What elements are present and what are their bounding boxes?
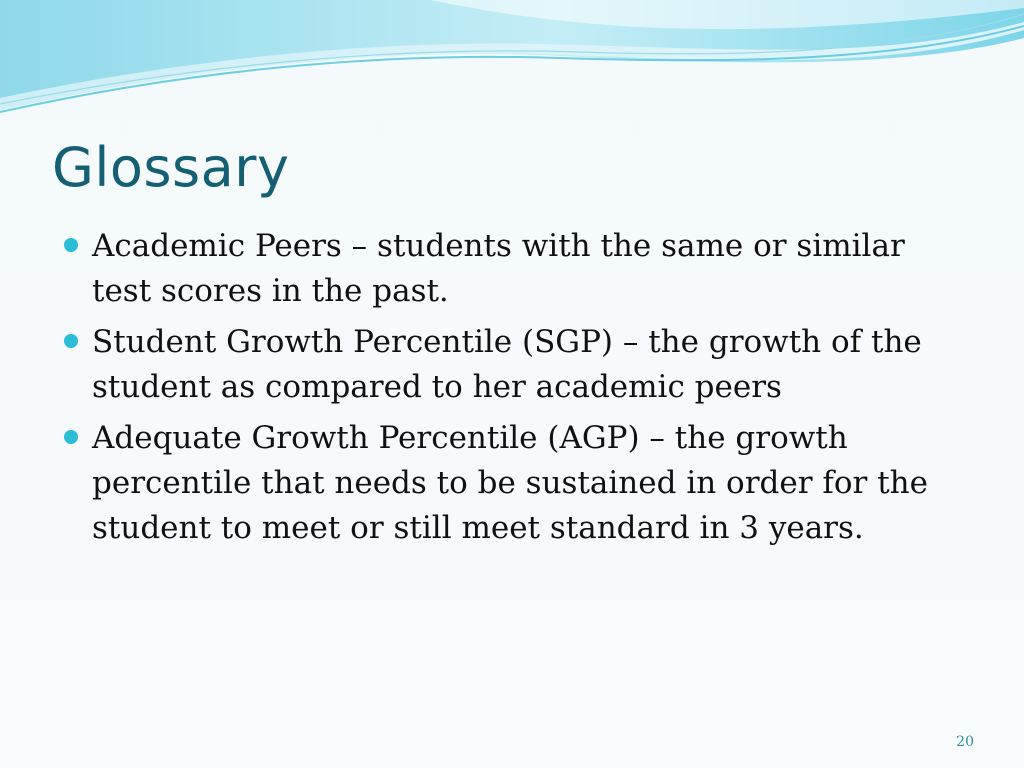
- bullet-item-academic-peers: [60, 224, 960, 314]
- decorative-wave-header: [0, 0, 1024, 130]
- bullet-text: Student Growth Percentile (SGP) – the growth of the student as compared to her academic peers: [92, 324, 922, 405]
- bullet-dot-icon: [64, 334, 78, 348]
- slide-title: Glossary: [52, 136, 290, 199]
- bullet-dot-icon: [64, 430, 78, 444]
- bullet-text: Adequate Growth Percentile (AGP) – the growth percentile that needs to be sustained in order for the student to meet or still meet standard in 3 years.: [92, 420, 928, 546]
- bullet-dot-icon: [64, 238, 78, 252]
- page-number: 20: [956, 734, 974, 750]
- bullet-text: Academic Peers – students with the same or similar test scores in the past.: [92, 228, 905, 309]
- bullet-list: [60, 224, 960, 557]
- bullet-item-agp: [60, 416, 960, 551]
- bullet-item-sgp: [60, 320, 960, 410]
